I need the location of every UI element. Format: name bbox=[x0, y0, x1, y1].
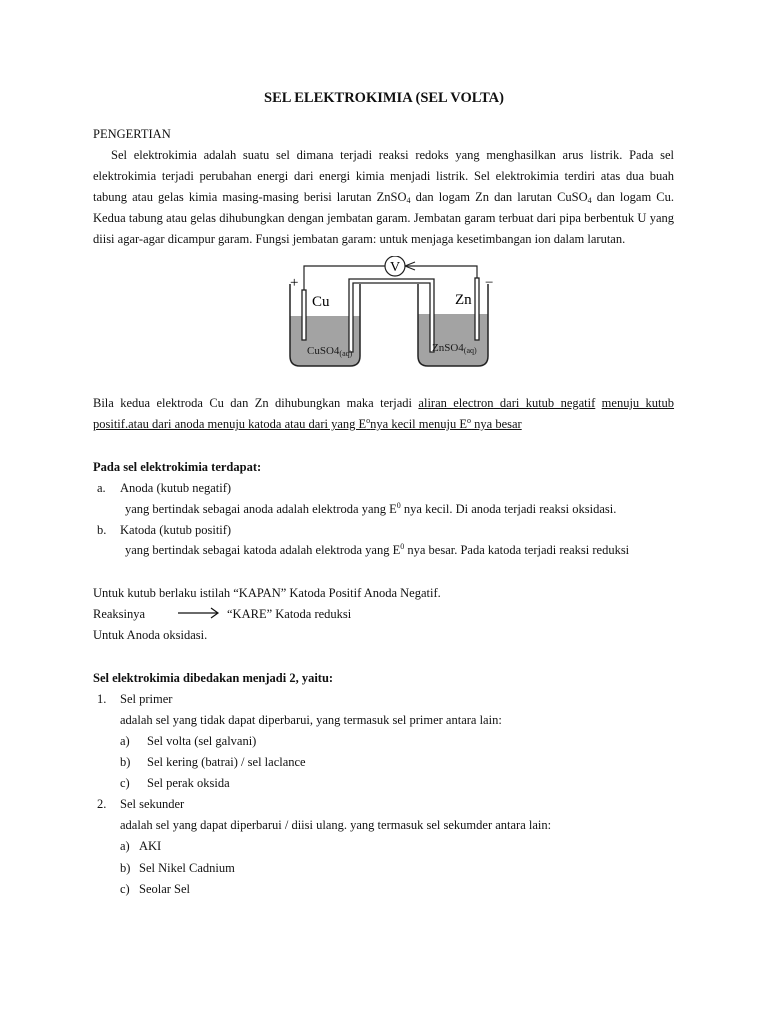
terdapat-heading: Pada sel elektrokimia terdapat: bbox=[93, 460, 262, 474]
cu-electrode bbox=[302, 290, 306, 340]
right-arrow-icon bbox=[178, 606, 222, 620]
list-item: Sel kering (batrai) / sel laclance bbox=[147, 755, 306, 769]
zn-electrode bbox=[475, 278, 479, 340]
katoda-label: Katoda (kutub positif) bbox=[120, 523, 232, 537]
list-item-marker: a) bbox=[120, 839, 130, 853]
wire-left bbox=[304, 266, 385, 290]
minus-sign: − bbox=[485, 275, 494, 291]
electron-flow-paragraph: Bila kedua elektroda Cu dan Zn dihubungkan maka terjadi aliran electron dari kutub negatif menuju kutub positif.atau dari anoda menuju katoda atau dari yang $E^onya$ kecil menuju $E^o$ nya besar bbox=[93, 396, 675, 431]
list-item-marker: b) bbox=[120, 861, 131, 875]
wire-right bbox=[405, 266, 477, 278]
volta-cell-diagram bbox=[285, 256, 500, 376]
anoda-label: Anoda (kutub negatif) bbox=[120, 481, 232, 495]
cu-label: Cu bbox=[312, 294, 330, 310]
sekunder-description: adalah sel yang dapat diperbarui / diisi ulang. yang termasuk sel sekumder antara lain: bbox=[120, 818, 552, 832]
plus-sign: + bbox=[290, 275, 299, 291]
sekunder-label: Sel sekunder bbox=[120, 797, 185, 811]
kare-line: “KARE” Katoda reduksi bbox=[227, 607, 352, 621]
list-item: Seolar Sel bbox=[139, 882, 191, 896]
kapan-line: Untuk kutub berlaku istilah “KAPAN” Katoda Positif Anoda Negatif. bbox=[93, 586, 441, 600]
sekunder-marker: 2. bbox=[97, 797, 107, 811]
reaksinya-label: Reaksinya bbox=[93, 607, 146, 621]
list-item-marker: c) bbox=[120, 776, 130, 790]
anoda-oksidasi-line: Untuk Anoda oksidasi. bbox=[93, 628, 208, 642]
zn-label: Zn bbox=[455, 292, 472, 308]
list-item: Sel Nikel Cadnium bbox=[139, 861, 235, 875]
pengertian-paragraph: Sel elektrokimia adalah suatu sel dimana terjadi reaksi redoks yang menghasilkan arus listrik. Pada sel elektrokimia terjadi perubahan energi dari energi kimia menjadi listrik. Sel elektrokimia terdiri atas dua buah tabung atau gelas kimia masing-masing berisi larutan ZnSO$_4$ dan logam Zn dan larutan CuSO$_4$ dan logam Cu. Kedua tabung atau gelas dihubungkan dengan jembatan garam. Jembatan garam terbuat dari pipa berbentuk U yang diisi agar-agar dicampur garam. Fungsi jembatan garam: untuk menjaga kesetimbangan ion dalam larutan. bbox=[93, 148, 674, 246]
anoda-marker: a. bbox=[97, 481, 106, 495]
dibedakan-heading: Sel elektrokimia dibedakan menjadi 2, yaitu: bbox=[93, 671, 334, 685]
katoda-marker: b. bbox=[97, 523, 107, 537]
list-item: AKI bbox=[139, 839, 162, 853]
list-item-marker: b) bbox=[120, 755, 131, 769]
anoda-description: yang bertindak sebagai anoda adalah elektroda yang $E^0$ nya kecil. Di anoda terjadi reaksi oksidasi. bbox=[125, 501, 617, 516]
list-item: Sel volta (sel galvani) bbox=[147, 734, 257, 748]
list-item-marker: a) bbox=[120, 734, 130, 748]
section-heading-pengertian: PENGERTIAN bbox=[93, 127, 171, 141]
page-title: SEL ELEKTROKIMIA (SEL VOLTA) bbox=[264, 90, 504, 106]
primer-description: adalah sel yang tidak dapat diperbarui, yang termasuk sel primer antara lain: bbox=[120, 713, 502, 727]
cuso4-label: CuSO4(aq) bbox=[307, 345, 353, 358]
voltmeter-label: V bbox=[389, 260, 401, 275]
znso4-label: ZnSO4(aq) bbox=[432, 342, 477, 355]
primer-marker: 1. bbox=[97, 692, 107, 706]
primer-label: Sel primer bbox=[120, 692, 173, 706]
katoda-description: yang bertindak sebagai katoda adalah elektroda yang $E^0$ nya besar. Pada katoda terjadi reaksi reduksi bbox=[125, 542, 630, 557]
list-item-marker: c) bbox=[120, 882, 130, 896]
list-item: Sel perak oksida bbox=[147, 776, 230, 790]
